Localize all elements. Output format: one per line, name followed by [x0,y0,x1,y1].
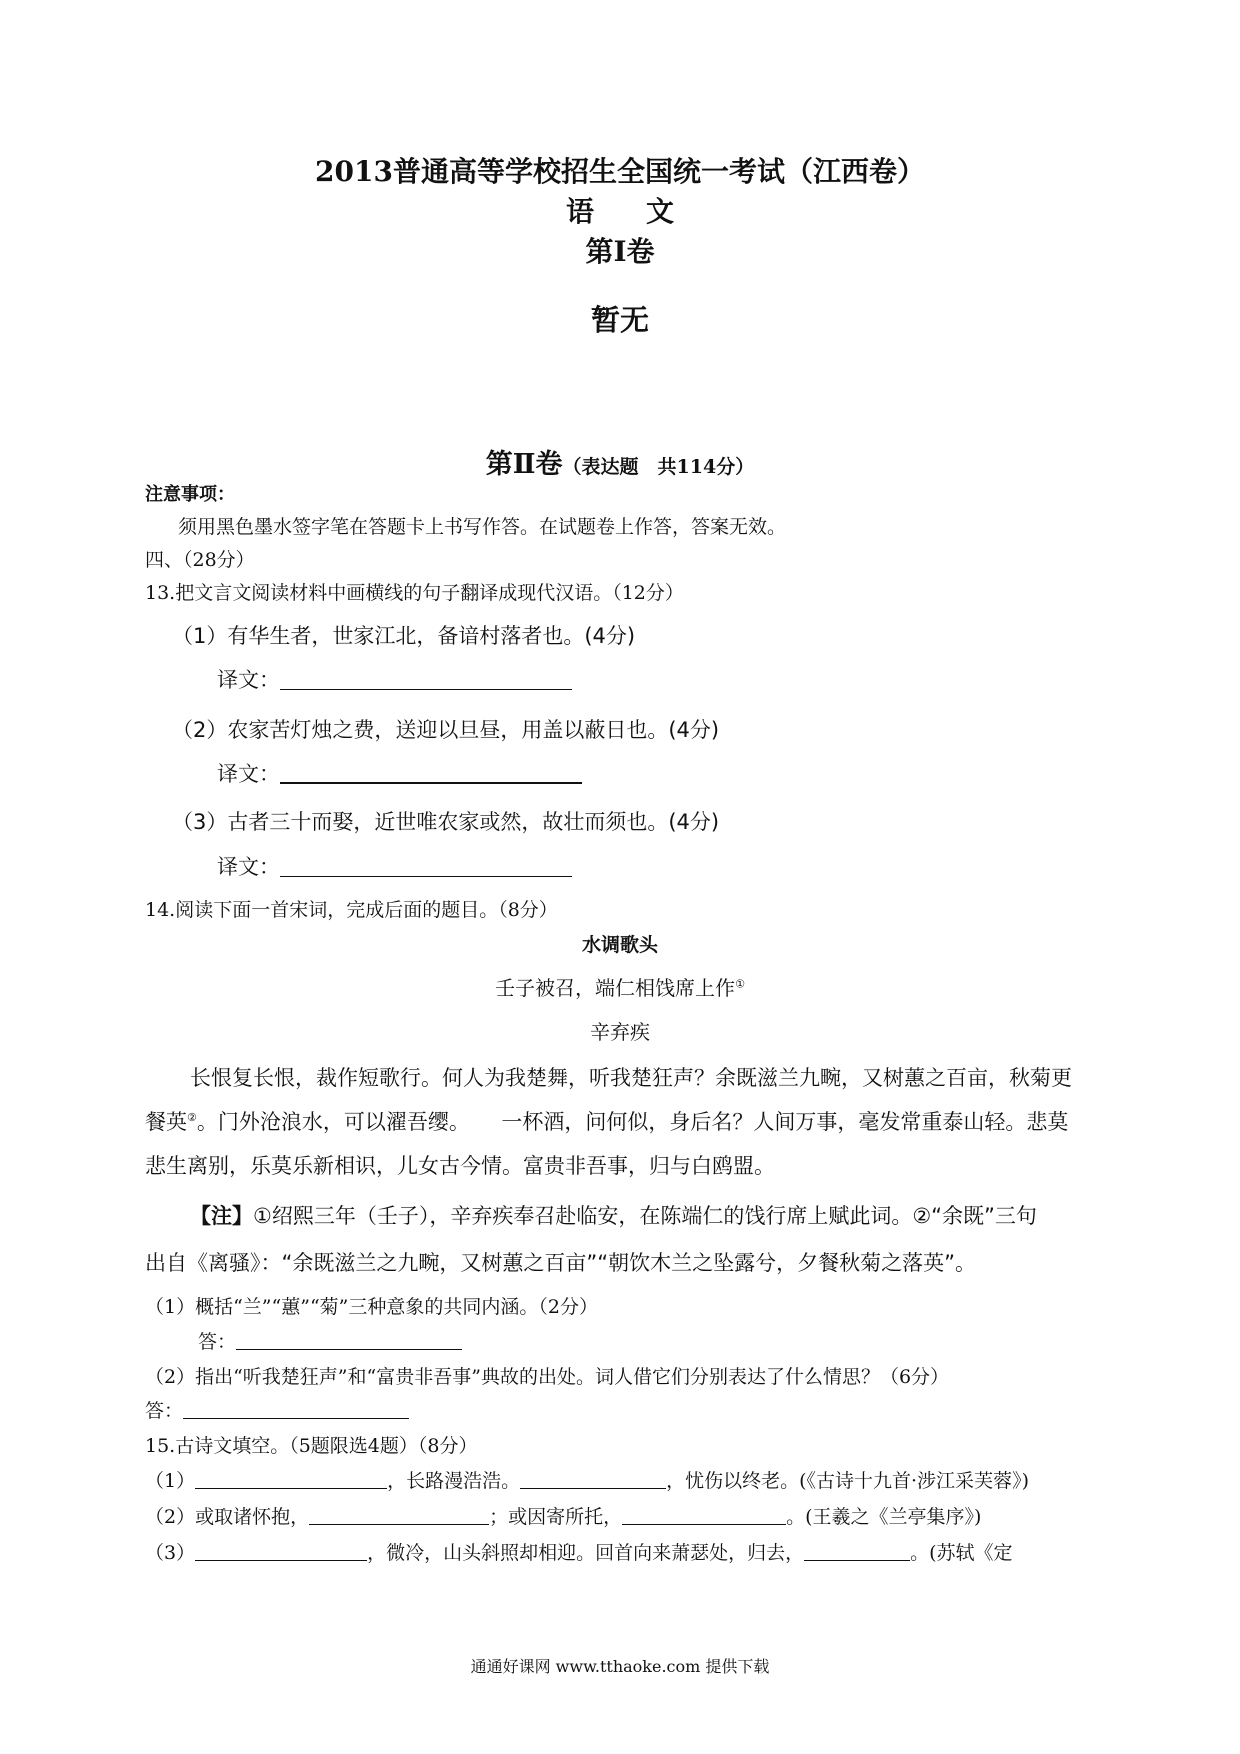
poem-title: 水调歌头 [581,934,658,956]
q15-line-2-b: ；或因寄所托， [489,1506,623,1528]
q15-line-2-c: 。(王羲之《兰亭集序》) [786,1506,982,1528]
poem-subtitle [0,972,1240,1001]
q15-line-3 [145,1538,1013,1565]
answer-label: 译文： [217,762,280,786]
q15-line-1-b: ，长路漫浩浩。 [387,1470,521,1492]
q14-sub1: （1）概括“兰”“蕙”“菊”三种意象的共同内涵。（2分） [145,1296,598,1318]
part1-heading: 第Ⅰ卷 [585,235,655,268]
q13-item-3: （3）古者三十而娶，近世唯农家或然，故壮而须也。(4分) [172,810,720,834]
answer-label: 译文： [217,668,280,692]
q14-sub2: （2）指出“听我楚狂声”和“富贵非吾事”典故的出处。词人借它们分别表达了什么情思？（6分） [145,1366,950,1388]
q13-answer-3 [217,851,572,881]
poem-line-2-rest: 。门外沧浪水，可以濯吾缨。 一杯酒，问何似，身后名？人间万事，毫发常重泰山轻。悲莫 [196,1110,1069,1134]
exam-title: 2013普通高等学校招生全国统一考试（江西卷） [315,155,925,188]
q15-line-3-b: ，微冷，山头斜照却相迎。回首向来萧瑟处，归去， [367,1542,805,1564]
q15-line-3-c: 。(苏轼《定 [910,1542,1013,1564]
fill-blank [520,1488,666,1489]
poem-line-2-start: 餐英 [145,1110,187,1134]
fill-blank [309,1524,489,1525]
answer-blank [236,1349,462,1350]
footnote-mark-1: ① [735,977,745,991]
fill-blank [622,1524,786,1525]
note-label: 【注】 [190,1204,253,1228]
q13-item-1: （1）有华生者，世家江北，备谙村落者也。(4分) [172,624,636,648]
section4-heading: 四、（28分） [145,549,255,571]
answer-label: 答： [145,1400,184,1422]
poem-line-1: 长恨复长恨，裁作短歌行。何人为我楚舞，听我楚狂声？余既滋兰九畹，又树蕙之百亩，秋菊更 [190,1066,1072,1090]
poem-subtitle-text: 壬子被召，端仁相饯席上作 [495,976,736,1000]
q15-line-2-a: （2）或取诸怀抱， [145,1506,310,1528]
part2-heading [0,442,1240,481]
q14-sub2-answer [145,1396,409,1423]
poem-note-1 [190,1200,1037,1230]
q13-answer-1 [217,664,572,694]
part2-paren: （表达题 共114分） [562,456,755,478]
q15-line-1-c: ，忧伤以终老。(《古诗十九首·涉江采芙蓉》) [666,1470,1029,1492]
footer-source: 通通好课网 www.tthaoke.com 提供下载 [470,1657,770,1676]
footnote-mark-2: ② [187,1111,197,1124]
answer-blank [183,1418,409,1419]
poem-line-3: 悲生离别，乐莫乐新相识，儿女古今情。富贵非吾事，归与白鸥盟。 [145,1154,775,1178]
poem-note-2: 出自《离骚》：“余既滋兰之九畹，又树蕙之百亩”“朝饮木兰之坠露兮，夕餐秋菊之落英”。 [145,1251,977,1275]
subject-title: 语文 [565,195,726,228]
fill-blank [195,1560,367,1561]
notice-heading: 注意事项： [145,484,235,505]
part1-content: 暂无 [590,303,649,337]
answer-blank [280,876,572,877]
q15-line-3-a: （3） [145,1542,196,1564]
q13-answer-2 [217,758,582,788]
q13-stem: 13.把文言文阅读材料中画横线的句子翻译成现代汉语。（12分） [145,582,684,604]
q15-line-1-a: （1） [145,1470,196,1492]
q14-stem: 14.阅读下面一首宋词，完成后面的题目。（8分） [145,899,558,921]
q15-line-1 [145,1466,1029,1493]
fill-blank [804,1560,910,1561]
note-line-1: ①绍熙三年（壬子），辛弃疾奉召赴临安，在陈端仁的饯行席上赋此词。②“余既”三句 [253,1204,1037,1228]
notice-text: 须用黑色墨水签字笔在答题卡上书写作答。在试题卷上作答，答案无效。 [178,516,787,538]
q13-item-2: （2）农家苦灯烛之费，送迎以旦昼，用盖以蔽日也。(4分) [172,718,720,742]
answer-label: 译文： [217,855,280,879]
poem-line-2 [145,1106,1068,1136]
q14-sub1-answer [198,1327,462,1354]
poem-author: 辛弃疾 [590,1020,650,1044]
part2-main: 第Ⅱ卷 [485,449,563,480]
answer-blank [280,689,572,690]
fill-blank [195,1488,387,1489]
q15-line-2 [145,1502,981,1529]
answer-label: 答： [198,1331,237,1353]
answer-blank [280,782,582,784]
q15-stem: 15.古诗文填空。（5题限选4题）（8分） [145,1435,478,1457]
